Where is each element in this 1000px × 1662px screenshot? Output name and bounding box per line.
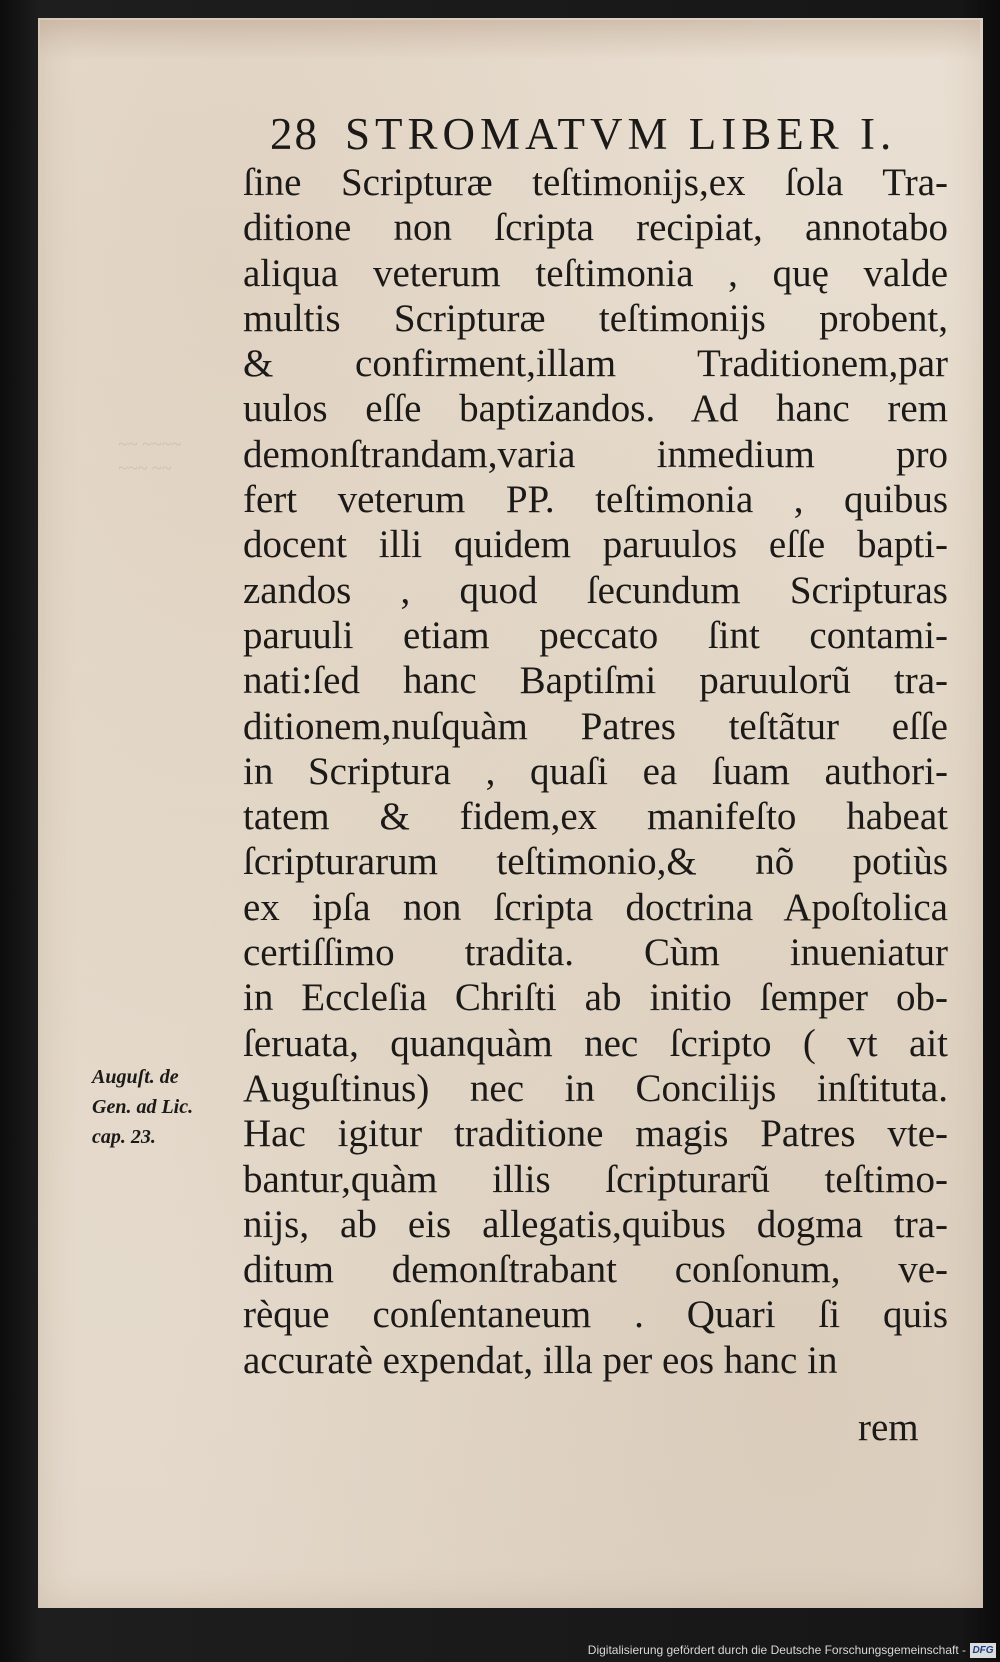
main-text-block — [243, 160, 948, 1383]
text-line: tatem & fidem,ex manifeſto habeat — [243, 795, 948, 839]
text-line: bantur,quàm illis ſcripturarũ teſtimo- — [243, 1157, 948, 1201]
text-line: ditum demonſtrabant conſonum, ve- — [243, 1248, 948, 1292]
catchword: rem — [858, 1406, 919, 1449]
text-line: ditione non ſcripta recipiat, annotabo — [243, 206, 948, 250]
text-line: ſeruata, quanquàm nec ſcripto ( vt ait — [243, 1021, 948, 1065]
text-line: paruuli etiam peccato ſint contami- — [243, 613, 948, 657]
text-line: nijs, ab eis allegatis,quibus dogma tra- — [243, 1202, 948, 1246]
text-line: Auguſtinus) nec in Concilijs inſtituta. — [243, 1066, 948, 1110]
text-line: certiſſimo tradita. Cùm inueniatur — [243, 931, 948, 975]
text-line: in Scriptura , quaſi ea ſuam authori- — [243, 749, 948, 793]
text-line: nati:ſed hanc Baptiſmi paruulorũ tra- — [243, 659, 948, 703]
text-line: multis Scripturæ teſtimonijs probent, — [243, 296, 948, 340]
marginal-citation-line: cap. 23. — [92, 1126, 156, 1148]
text-line: ſine Scripturæ teſtimonijs,ex ſola Tra- — [243, 161, 948, 204]
text-line: aliqua veterum teſtimonia , quę valde — [243, 251, 948, 295]
text-line: & confirment,illam Traditionem,par — [243, 342, 948, 386]
running-head — [270, 108, 950, 158]
bleed-through-marks: ~~ ~~~~ ~~~ ~~ — [118, 434, 181, 478]
text-line: docent illi quidem paruulos eſſe bapti- — [243, 523, 948, 567]
text-line: zandos , quod ſecundum Scripturas — [243, 568, 948, 612]
running-title: STROMATVM LIBER I. — [345, 109, 897, 159]
digitization-credit: Digitalisierung gefördert durch die Deutsche Forschungsgemeinschaft - — [587, 1643, 966, 1657]
text-line: Hac igitur traditione magis Patres vte- — [243, 1112, 948, 1156]
text-line: in Eccleſia Chriſti ab initio ſemper ob- — [243, 976, 948, 1020]
marginal-citation-line: Auguſt. de — [92, 1066, 179, 1088]
text-line: fert veterum PP. teſtimonia , quibus — [243, 478, 948, 522]
text-line: demonſtrandam,varia inmedium pro — [243, 432, 948, 476]
text-line: ex ipſa non ſcripta doctrina Apoſtolica — [243, 885, 948, 929]
marginal-citation — [92, 1062, 242, 1152]
digitization-footer — [0, 1640, 1000, 1662]
text-line: ſcripturarum teſtimonio,& nõ potiùs — [243, 840, 948, 884]
text-line: accuratè expendat, illa per eos hanc in — [243, 1338, 838, 1382]
text-line: uulos eſſe baptizandos. Ad hanc rem — [243, 387, 948, 431]
text-line: ditionem,nuſquàm Patres teſtãtur eſſe — [243, 704, 948, 748]
marginal-citation-line: Gen. ad Lic. — [92, 1096, 194, 1118]
text-line: rèque conſentaneum . Quari ſi quis — [243, 1293, 948, 1337]
dfg-logo: DFG — [970, 1643, 996, 1658]
page-edge-stain — [40, 20, 980, 60]
page-number: 28 — [270, 109, 319, 159]
